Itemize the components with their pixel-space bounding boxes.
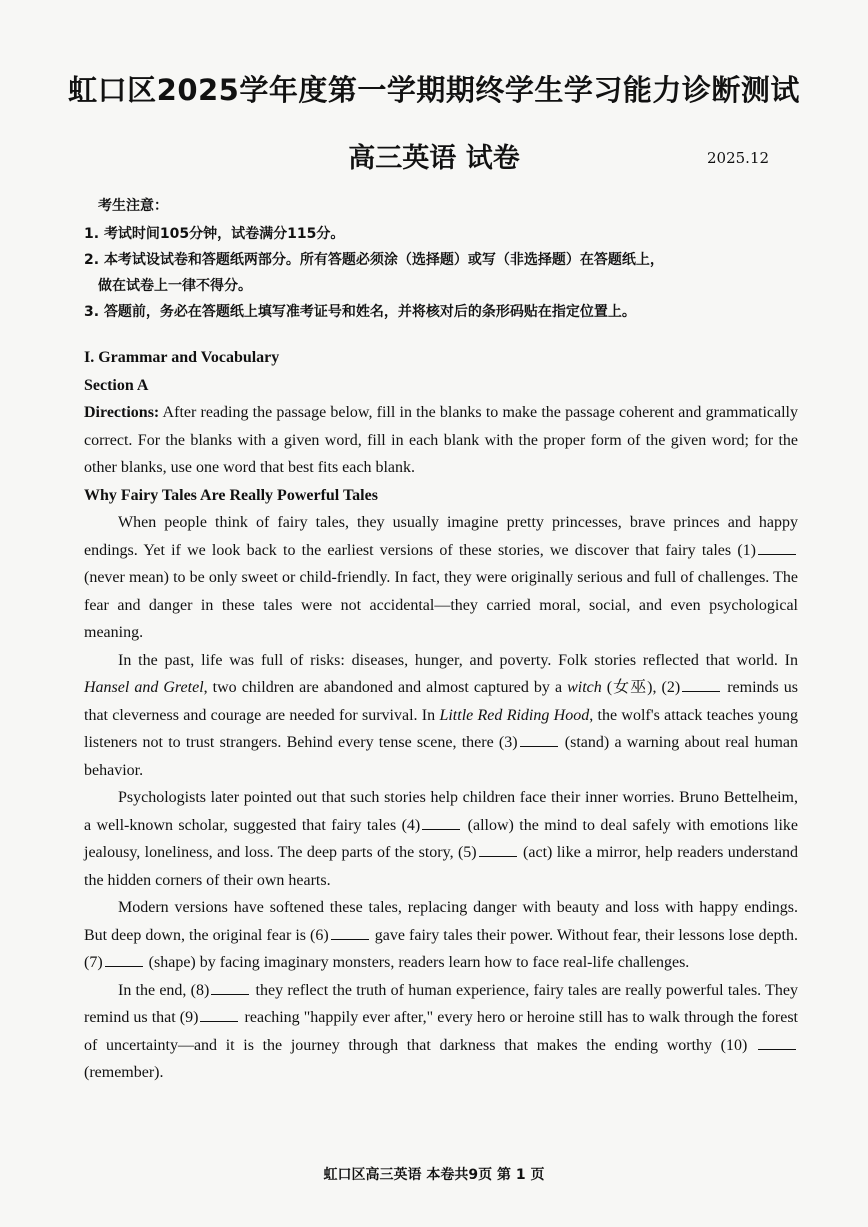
subtitle-row [0,136,868,176]
book-title: Little Red Riding Hood [439,706,590,724]
passage-text: When people think of fairy tales, they usually imagine pretty princesses, brave princes and happy endings. Yet if we look back to the earliest versions of these stories, we discover that fairy tales (1) [84,514,798,559]
section-content [84,344,798,1087]
passage-text: reminds us that cleverness and courage are needed for survival. In [84,679,798,724]
notice-item-number: 1. [84,226,100,242]
passage-text: (shape) by facing imaginary monsters, readers learn how to face real-life challenges. [144,954,690,971]
passage-paragraph-3 [84,784,798,894]
passage-text: reaching "happily ever after," every hero or heroine still has to walk through the forest of uncertainty—and it is the journey through that darkness that makes the ending worthy (10) [84,1009,798,1054]
passage-text: Psychologists later pointed out that such stories help children face their inner worries. Bruno Bettelheim, a well-known scholar, suggested that fairy tales (4) [84,789,798,834]
passage-text: Modern versions have softened these tales, replacing danger with beauty and loss with happy endings. But deep down, the original fear is (6) [84,899,798,944]
notice-item [84,299,804,325]
passage-paragraph-5 [84,977,798,1087]
passage-text: (stand) a warning about real human behavior. [84,734,799,779]
passage-text: (act) like a mirror, help readers understand the hidden corners of their own hearts. [84,844,798,889]
directions-label: Directions: [84,404,160,421]
blank-10 [758,1035,796,1050]
passage-text: (never mean) to be only sweet or child-friendly. In fact, they were originally serious and full of challenges. The fear and danger in these tales were not accidental—they carried moral, social, and even psychological meaning. [84,569,798,641]
exam-title: 虹口区2025学年度第一学期期终学生学习能力诊断测试 [68,73,800,107]
blank-1 [758,540,796,555]
italic-word: witch [567,679,602,696]
passage-title: Why Fairy Tales Are Really Powerful Tales [84,486,378,504]
exam-subtitle: 高三英语 试卷 [348,143,520,174]
blank-2 [682,677,720,692]
passage-text: , the wolf's attack teaches young listeners not to trust strangers. Behind every tense scene, there (3) [84,706,798,751]
directions [84,399,798,482]
passage-text: they reflect the truth of human experience, fairy tales are really powerful tales. They remind us that (9) [84,981,798,1026]
notice-item-continuation: 做在试卷上一律不得分。 [98,278,252,294]
blank-6 [331,925,369,940]
passage-text: (女巫), (2) [601,679,681,696]
passage-text: In the end, (8) [118,981,210,999]
notice-item-number: 3. [84,304,100,320]
blank-9 [200,1007,238,1022]
exam-date: 2025.12 [707,149,770,167]
directions-text: After reading the passage below, fill in the blanks to make the passage coherent and grammatically correct. For the blanks with a given word, fill in each blank with the proper form of the given word; for the other blanks, use one word that best fits each blank. [84,404,798,476]
passage-text: In the past, life was full of risks: diseases, hunger, and poverty. Folk stories reflected that world. In [118,651,798,669]
notice-item [84,247,804,299]
passage-paragraph-2 [84,647,798,785]
notice-item-number: 2. [84,252,100,268]
passage-text: (allow) the mind to deal safely with emotions like jealousy, loneliness, and loss. The deep parts of the story, (5) [84,816,798,861]
blank-8 [211,980,249,995]
notice-heading: 考生注意： [98,198,168,214]
blank-5 [479,842,517,857]
notice-item-text: 本考试设试卷和答题纸两部分。所有答题必须涂（选择题）或写（非选择题）在答题纸上， [103,252,664,268]
part-heading: I. Grammar and Vocabulary [84,349,280,366]
notice-item-text: 考试时间105分钟，试卷满分115分。 [103,226,345,242]
section-heading: Section A [84,376,149,394]
book-title: Hansel and Gretel [84,679,204,696]
notice-item-text: 答题前，务必在答题纸上填写准考证号和姓名，并将核对后的条形码贴在指定位置上。 [103,304,636,320]
passage-paragraph-1 [84,509,798,647]
passage-text: , two children are abandoned and almost captured by a [203,679,568,696]
passage-text: gave fairy tales their power. Without fear, their lessons lose depth. (7) [84,926,798,971]
candidate-notice [84,195,804,325]
notice-item [84,221,804,247]
blank-7 [105,952,143,967]
passage-paragraph-4 [84,894,798,977]
passage-text: (remember). [84,1064,164,1081]
page-footer: 虹口区高三英语 本卷共9页 第 1 页 [323,1167,545,1183]
blank-4 [422,815,460,830]
blank-3 [520,732,558,747]
